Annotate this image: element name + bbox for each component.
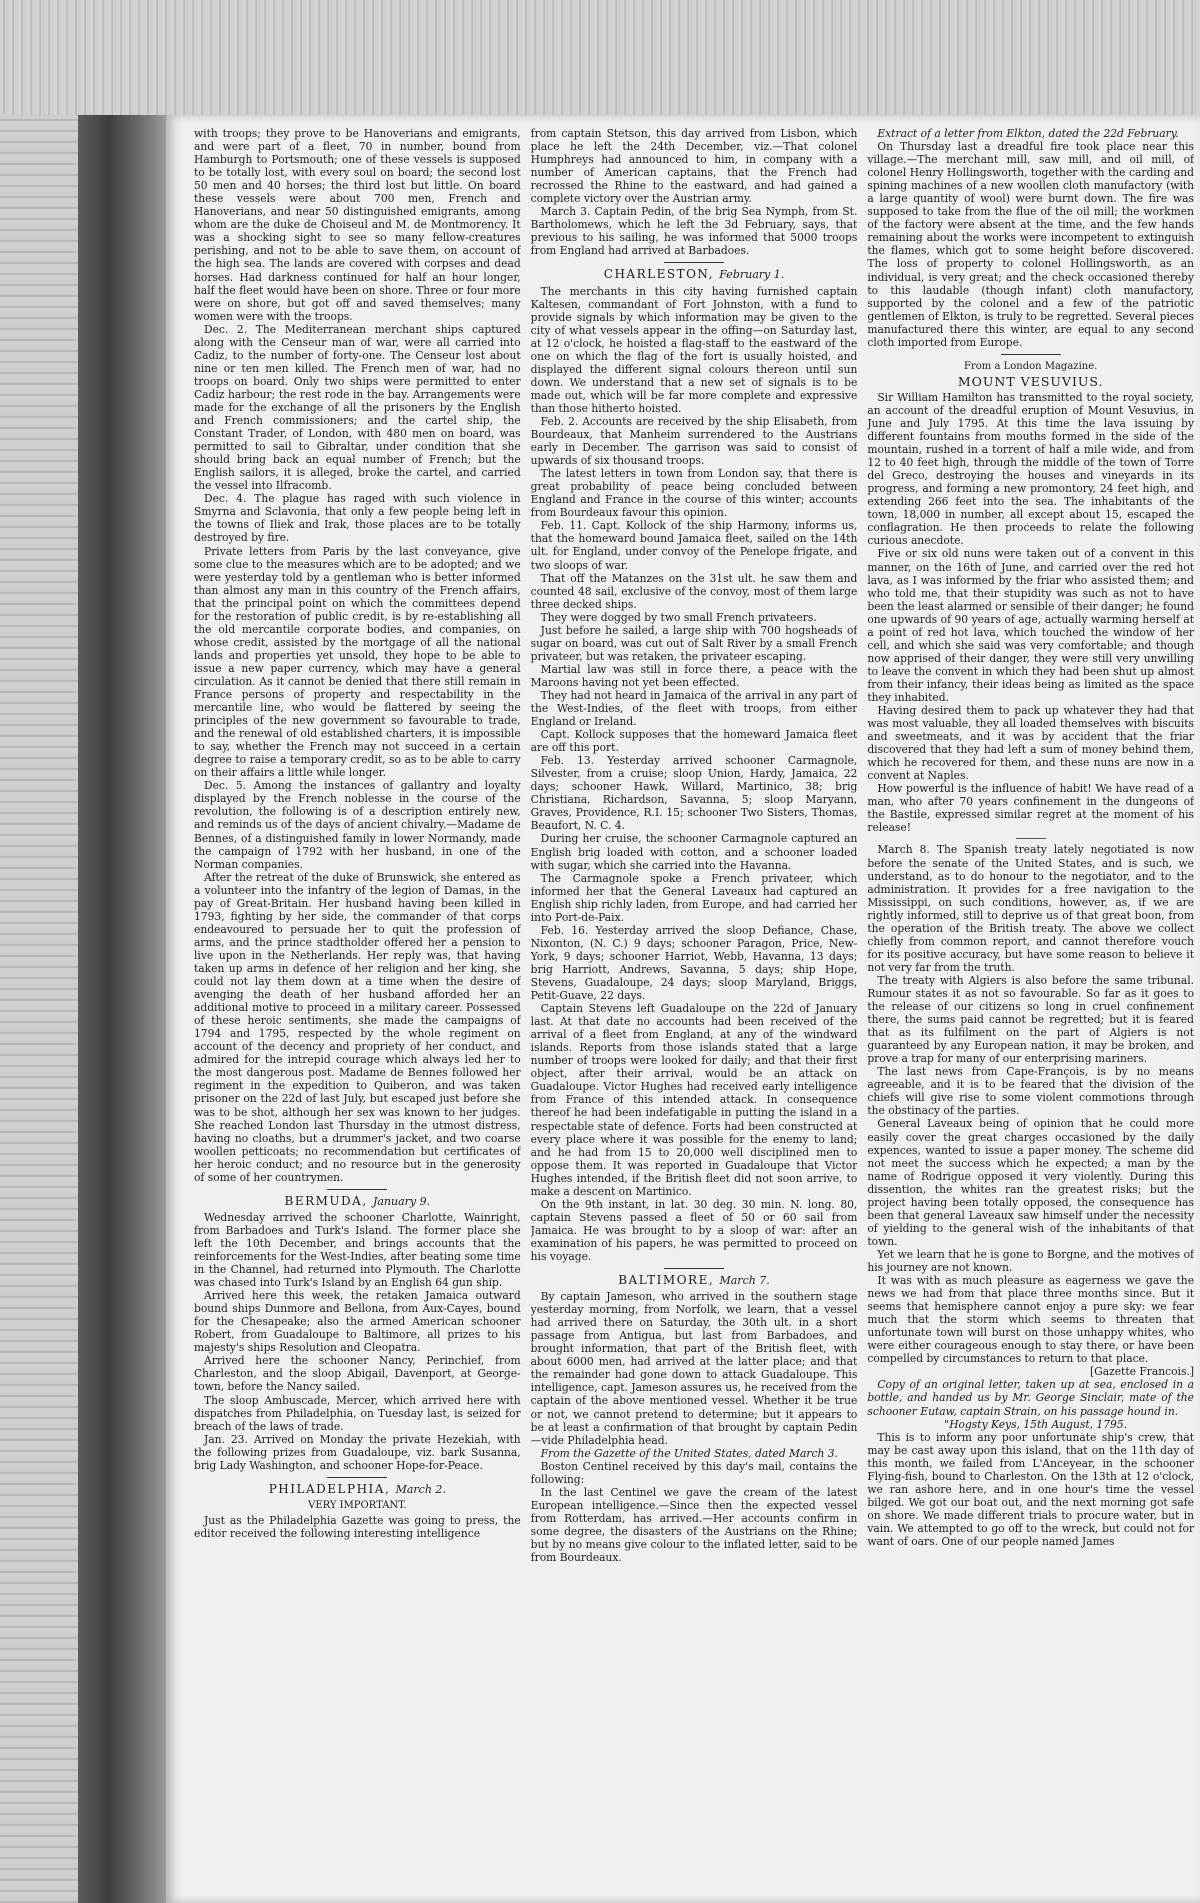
section-divider <box>664 262 724 263</box>
paragraph: That off the Matanzes on the 31st ult. he saw them and counted 48 sail, exclusive of the convoy, most of them large three decked ships. <box>530 571 858 611</box>
paragraph: Yet we learn that he is gone to Borgne, and the motives of his journey are not known. <box>867 1247 1195 1274</box>
newspaper-page <box>166 115 1200 1903</box>
paragraph: from captain Stetson, this day arrived from Lisbon, which place he left the 24th December, viz.—That colonel Humphreys had announced to him, in company with a number of American captains, that the French had recrossed the Rhine to the eastward, and had gained a complete victory over the Austrian army. <box>530 127 858 206</box>
paragraph: March 3. Captain Pedin, of the brig Sea Nymph, from St. Bartholomews, which he left the 3d February, says, that previous to his sailing, he was informed that 5000 troops from England had arrived at Barbadoes. <box>530 205 858 258</box>
source-line: From the Gazette of the United States, dated March 3. <box>540 1446 838 1460</box>
paragraph: The Carmagnole spoke a French privateer, which informed her that the General Laveaux had captured an English ship richly laden, from Europe, and had carried her into Port-de-Paix. <box>530 871 858 924</box>
paragraph: This is to inform any poor unfortunate ship's crew, that may be cast away upon this island, that on the 11th day of this month, we failed from L'Anceyear, in the schooner Flying-fish, bound to Charleston. On the 13th at 12 o'clock, we ran ashore here, and in one hour's time the vessel bilged. We got our boat out, and the next morning got safe on shore. We made different trials to procure water, but in vain. We attempted to go off to the wreck, but could not for want of oars. One of our people named James <box>867 1430 1195 1548</box>
subheading: VERY IMPORTANT. <box>308 1499 407 1511</box>
letter-dateline: "Hogsty Keys, 15th August, 1795. <box>944 1417 1128 1431</box>
dateline-bermuda <box>194 1195 521 1208</box>
paragraph: Dec. 2. The Mediterranean merchant ships captured along with the Censeur man of war, were all carried into Cadiz, to the number of forty-one. The Censeur lost about nine or ten men killed. The French men of war, had no troops on board. Only two ships were permitted to enter Cadiz harbour; the rest rode in the bay. Arrangements were made for the exchange of all the prisoners by the English and French commissioners; and the cartel ship, the Constant Trader, of London, with 480 men on board, was permitted to sail to Gibraltar, under condition that she should bring back an equal number of French; but the English sailors, it is alleged, broke the cartel, and carried the vessel into Ilfracomb. <box>194 322 521 493</box>
source-line: From a London Magazine. <box>964 360 1098 372</box>
section-divider <box>327 1477 387 1478</box>
paragraph: Jan. 23. Arrived on Monday the private Hezekiah, with the following prizes from Guadaloupe, viz. bark Susanna, brig Lady Washington, and schooner Hope-for-Peace. <box>194 1432 521 1472</box>
paragraph: In the last Centinel we gave the cream of the latest European intelligence.—Since then the expected vessel from Rotterdam, has arrived.—Her accounts confirm in some degree, the disasters of the Austrians on the Rhine; but by no means give colour to the inflated letter, said to be from Bourdeaux. <box>530 1485 858 1565</box>
credit-line: [Gazette Francois.] <box>1090 1365 1195 1379</box>
letter-heading: Copy of an original letter, taken up at sea, enclosed in a bottle, and handed us by Mr. George Sinclair, mate of the schooner Eutaw, captain Strain, on his passage hound in. <box>867 1378 1195 1418</box>
paragraph: Capt. Kollock supposes that the homeward Jamaica fleet are off this port. <box>530 728 858 755</box>
paragraph: They were dogged by two small French privateers. <box>540 610 817 624</box>
dateline-date: March 2. <box>395 1482 446 1496</box>
column-3 <box>867 127 1194 1887</box>
paragraph: Feb. 2. Accounts are received by the ship Elisabeth, from Bourdeaux, that Manheim surrendered to the Austrians early in December. The garrison was said to consist of upwards of six thousand troops. <box>530 414 858 468</box>
paragraph: March 8. The Spanish treaty lately negotiated is now before the senate of the United States, and is such, we understand, as to do honour to the negotiator, and to the administration. It provides for a free navigation to the Mississippi, on such conditions, however, as, if we are rightly informed, still to deprive us of that great boon, from the operation of the British treaty. The above we collect chiefly from common report, and cannot therefore vouch for its positive accuracy, but have some reason to believe it not very far from the truth. <box>867 843 1195 974</box>
extract-heading: Extract of a letter from Elkton, dated the 22d February. <box>877 127 1179 140</box>
paragraph: After the retreat of the duke of Brunswick, she entered as a volunteer into the infantry of the legion of Damas, in the pay of Great-Britain. Her husband having been killed in 1793, fighting by her side, the commander of that corps endeavoured to persuade her to quit the profession of arms, and the prince stadtholder offered her a pension to live upon in the Netherlands. Her reply was, that having taken up arms in defence of her religion and her king, she could not lay them down at a time when the desire of avenging the death of her husband afforded her an additional motive to proceed in a military career. Possessed of these heroic sentiments, she made the campaigns of 1794 and 1795, respected by the whole regiment on account of the decency and propriety of her conduct, and admired for the intrepid courage which always led her to the most dangerous post. Madame de Bennes followed her regiment in the expedition to Quiberon, and was taken prisoner on the 22d of last July, but escaped just before she was to be shot, although her sex was known to her judges. She reached London last Thursday in the utmost distress, having no cloaths, but a drummer's jacket, and two coarse woollen petticoats; no recommendation but certificates of her heroic conduct; and no resource but in the generosity of some of her countrymen. <box>194 870 521 1184</box>
dateline-date: February 1. <box>719 268 785 282</box>
section-divider <box>1016 838 1046 839</box>
paragraph: The merchants in this city having furnished captain Kaltesen, commandant of Fort Johnston, with a fund to provide signals by which information may be given to the city of what vessels appear in the offing—on Saturday last, at 12 o'clock, he hoisted a flag-staff to the eastward of the one on which the flag of the fort is usually hoisted, and displayed the different signal colours thereon until sun down. We understand that a new set of signals is to be made out, which will be far more complete and expressive than those hitherto hoisted. <box>530 284 858 415</box>
book-binding <box>78 115 166 1903</box>
dateline-place: BERMUDA, <box>284 1193 368 1208</box>
section-divider <box>1001 354 1061 355</box>
paragraph: Martial law was still in force there, a peace with the Maroons having not yet been effected. <box>530 662 858 689</box>
paragraph: Arrived here the schooner Nancy, Perinchief, from Charleston, and the sloop Abigail, Davenport, at George-town, before the Nancy sailed. <box>194 1354 521 1394</box>
section-divider <box>664 1268 724 1269</box>
dateline-date: January 9. <box>372 1194 431 1208</box>
paragraph: The sloop Ambuscade, Mercer, which arrived here with dispatches from Philadelphia, on Tuesday last, is seized for breach of the laws of trade. <box>194 1393 521 1433</box>
paragraph: The latest letters in town from London say, that there is great probability of peace being concluded between England and France in the course of this winter; accounts from Bourdeaux favour this opinion. <box>530 467 858 520</box>
dateline-place: CHARLESTON, <box>603 267 714 282</box>
paragraph: Five or six old nuns were taken out of a convent in this manner, on the 16th of June, and carried over the red hot lava, as I was informed by the friar who assisted them; and who told me, that their stupidity was such as not to have been the least alarmed or sensible of their danger; he found one upwards of 90 years of age, actually warming herself at a point of red hot lava, which touched the window of her cell, and which she said was very comfortable; and though now apprised of their danger, they were still very unwilling to leave the convent in which they had been shut up almost from their infancy, their ideas being as limited as the space they inhabited. <box>867 547 1195 704</box>
paragraph: Captain Stevens left Guadaloupe on the 22d of January last. At that date no accounts had been received of the arrival of a fleet from England, at any of the windward islands. Reports from those islands stated that a large number of troops were looked for daily; and that their first object, after their arrival, would be an attack on Guadaloupe. Victor Hughes had received early intelligence from France of this intended attack. In consequence thereof he had been indefatigable in putting the island in a respectable state of defence. Forts had been constructed at every place where it was possible for the enemy to land; and he had from 15 to 20,000 well disciplined men to oppose them. It was reported in Guadaloupe that Victor Hughes intended, if the British fleet did not soon arrive, to make a descent on Martinico. <box>530 1002 858 1198</box>
paragraph: Wednesday arrived the schooner Charlotte, Wainright, from Barbadoes and Turk's Island. The former place she left the 10th December, and brings accounts that the reinforcements for the West-Indies, after beating some time in the Channel, had returned into Plymouth. The Charlotte was chased into Turk's Island by an English 64 gun ship. <box>194 1210 521 1290</box>
dateline-date: March 7. <box>719 1274 770 1288</box>
paragraph: Arrived here this week, the retaken Jamaica outward bound ships Dunmore and Bellona, from Aux-Cayes, bound for the Chesapeake; also the armed American schooner Robert, from Guadaloupe to Baltimore, all prizes to his majesty's ships Resolution and Cleopatra. <box>194 1289 521 1355</box>
paragraph: During her cruise, the schooner Carmagnole captured an English brig loaded with cotton, and a schooner loaded with sugar, which she carried into the Havanna. <box>530 832 858 872</box>
dateline-baltimore <box>531 1274 858 1287</box>
scan-left-margin <box>0 115 78 1903</box>
paragraph: Just as the Philadelphia Gazette was going to press, the editor received the following interesting intelligence <box>194 1513 521 1540</box>
paragraph: Feb. 16. Yesterday arrived the sloop Defiance, Chase, Nixonton, (N. C.) 9 days; schooner Paragon, Price, New-York, 9 days; schooner Harriot, Webb, Havanna, 13 days; brig Harriott, Andrews, Savanna, 5 days; ship Hope, Stevens, Guadaloupe, 24 days; sloop Maryland, Briggs, Petit-Guave, 22 days. <box>530 923 858 1003</box>
paragraph: General Laveaux being of opinion that he could more easily cover the great charges occasioned by the daily expences, wanted to issue a paper money. The scheme did not meet the success which he expected; a man by the name of Rodrigue opposed it very violently. During this dissention, the whites ran the greatest risks; but the project having been totally opposed, the consequence has been that general Laveaux saw himself under the necessity of yielding to the general wish of the inhabitants of that town. <box>867 1117 1195 1248</box>
paragraph: Just before he sailed, a large ship with 700 hogsheads of sugar on board, was cut out of Salt River by a small French privateer, but was retaken, the privateer escaping. <box>530 623 858 663</box>
paragraph: On Thursday last a dreadful fire took place near this village.—The merchant mill, saw mill, and oil mill, of colonel Henry Hollingsworth, together with the carding and spining machines of a new woollen cloth manufactory (with a large quantity of wool) were burnt down. The fire was supposed to take from the flue of the oil mill; the workmen of the factory were absent at the time, and the few hands remaining about the works were incompetent to extinguish the flames, which got to some height before discovered. The loss of property to colonel Hollingsworth, as an individual, is very great; and the check occasioned thereby to this laudable (though infant) cloth manufactory, supported by the colonel and a few of the patriotic gentlemen of Elkton, is truly to be regretted. Several pieces manufactured there this winter, are equal to any second cloth imported from Europe. <box>867 140 1195 349</box>
dateline-place: BALTIMORE, <box>618 1273 715 1288</box>
paragraph: Dec. 5. Among the instances of gallantry and loyalty displayed by the French noblesse in the course of the revolution, the following is of a description entirely new, and reminds us of the days of ancient chivalry.—Madame de Bennes, of a distinguished family in lower Normandy, made the campaign of 1792 with her husband, in one of the Norman companies. <box>194 779 521 871</box>
paragraph: By captain Jameson, who arrived in the southern stage yesterday morning, from Norfolk, we learn, that a vessel had arrived there on Saturday, the 30th ult. in a short passage from Antigua, but last from Barbadoes, and brought information, that part of the British fleet, with about 6000 men, had arrived at the latter place; and that the remainder had gone down to attack Guadaloupe. This intelligence, capt. Jameson assures us, he received from the captain of the above mentioned vessel. Whether it be true or not, we cannot pretend to determine; but it appears to be at least a confirmation of that brought by captain Pedin—vide Philadelphia head. <box>530 1290 858 1447</box>
dateline-charleston <box>531 268 858 281</box>
paragraph: The treaty with Algiers is also before the same tribunal. Rumour states it as not so favourable. So far as it goes to the release of our citizens so long in cruel confinement there, the sums paid cannot be regretted; but it is feared that as its fulfilment on the part of Algiers is not guaranteed by any European nation, it may be broken, and prove a trap for many of our enterprising mariners. <box>867 973 1195 1066</box>
paragraph: On the 9th instant, in lat. 30 deg. 30 min. N. long. 80, captain Stevens passed a fleet of 50 or 60 sail from Jamaica. He was brought to by a sloop of war: after an examination of his papers, he was permitted to proceed on his voyage. <box>530 1197 858 1263</box>
paragraph: Dec. 4. The plague has raged with such violence in Smyrna and Sclavonia, that only a few people being left in the towns of Iliek and Irak, those places are to be totally destroyed by fire. <box>194 492 521 545</box>
paragraph: Boston Centinel received by this day's mail, contains the following: <box>530 1459 858 1486</box>
section-divider <box>327 1189 387 1190</box>
paragraph: Feb. 11. Capt. Kollock of the ship Harmony, informs us, that the homeward bound Jamaica fleet, sailed on the 14th ult. for England, under convoy of the Penelope frigate, and two sloops of war. <box>530 519 858 572</box>
paragraph: Private letters from Paris by the last conveyance, give some clue to the measures which are to be adopted; and we were yesterday told by a gentleman who is better informed than almost any man in this country of the French affairs, that the principal point on which the committees depend for the restoration of public credit, is by re-establishing all the old mercantile corporate bodies, and companies, on whose credit, assisted by the mortgage of all the national lands and properties yet unsold, they hope to be able to issue a new paper currency, which may have a general circulation. As it cannot be denied that there still remain in France persons of property and respectability in the mercantile line, who would be flattered by seeing the principles of the new government so favourable to trade, and the renewal of old established charters, it is impossible to say, whether the French may not succeed in a certain degree to raise a temporary credit, so as to be able to carry on their affairs a little while longer. <box>194 544 521 780</box>
column-2 <box>531 127 858 1887</box>
paragraph: The last news from Cape-François, is by no means agreeable, and it is to be feared that the division of the chiefs will give rise to some violent commotions through the obstinacy of the parties. <box>867 1065 1195 1118</box>
column-1 <box>194 127 521 1887</box>
paragraph: Feb. 13. Yesterday arrived schooner Carmagnole, Silvester, from a cruise; sloop Union, Hardy, Jamaica, 22 days; schooner Hawk, Willard, Martinico, 38; brig Christiana, Richardson, Savanna, 5; sloop Maryann, Graves, Providence, R.I. 15; schooner Two Sisters, Thomas, Beaufort, N. C. 4. <box>530 754 858 833</box>
article-title: MOUNT VESUVIUS. <box>957 373 1104 389</box>
dateline-philadelphia <box>194 1483 521 1496</box>
paragraph: Having desired them to pack up whatever they had that was most valuable, they all loaded themselves with biscuits and sweetmeats, and it was by accident that the friar discovered that they had left a sum of money behind them, which he recovered for them, and these nuns are now in a convent at Naples. <box>867 704 1195 783</box>
paragraph: It was with as much pleasure as eagerness we gave the news we had from that place three months since. But it seems that hemisphere cannot enjoy a pure sky: we fear much that the storm which seems to threaten that unfortunate town will burst on those unhappy whites, who were either courageous enough to stay there, or have been compelled by circumstances to return to that place. <box>867 1274 1195 1366</box>
dateline-place: PHILADELPHIA, <box>268 1481 391 1496</box>
text-columns <box>194 127 1194 1887</box>
paragraph: Sir William Hamilton has transmitted to the royal society, an account of the dreadful eruption of Mount Vesuvius, in June and July 1795. At this time the lava issuing by different fountains from mouths formed in the side of the mountain, rushed in a torrent of half a mile wide, and from 12 to 40 feet high, through the middle of the town of Torre del Greco, destroying the houses and vineyards in its progress, and forming a new promontory, 24 feet high, and extending 266 feet into the sea. The inhabitants of the town, 18,000 in number, all except about 15, escaped the conflagration. He then proceeds to relate the following curious anecdote. <box>867 390 1195 548</box>
scan-top-margin <box>0 0 1200 115</box>
paragraph: They had not heard in Jamaica of the arrival in any part of the West-Indies, of the fleet with troops, from either England or Ireland. <box>530 688 858 729</box>
paragraph: How powerful is the influence of habit! We have read of a man, who after 70 years confinement in the dungeons of the Bastile, expressed similar regret at the moment of his release! <box>867 782 1195 835</box>
paragraph: with troops; they prove to be Hanoverians and emigrants, and were part of a fleet, 70 in number, bound from Hamburgh to Portsmouth; one of these vessels is supposed to be totally lost, with every soul on board; the second lost 50 men and 40 horses; the third lost but little. On board these vessels were about 700 men, French and Hanoverians, and near 50 distinguished emigrants, among whom are the duke de Choiseul and M. de Montmorency. It was a shocking sight to see so many fellow-creatures perishing, and not to be able to save them, on account of the high sea. The lands are covered with corpses and dead horses. Had darkness continued for half an hour longer, half the fleet would have been on shore. Three or four more were on shore, but got off and saved themselves; many women were with the troops. <box>194 127 521 323</box>
